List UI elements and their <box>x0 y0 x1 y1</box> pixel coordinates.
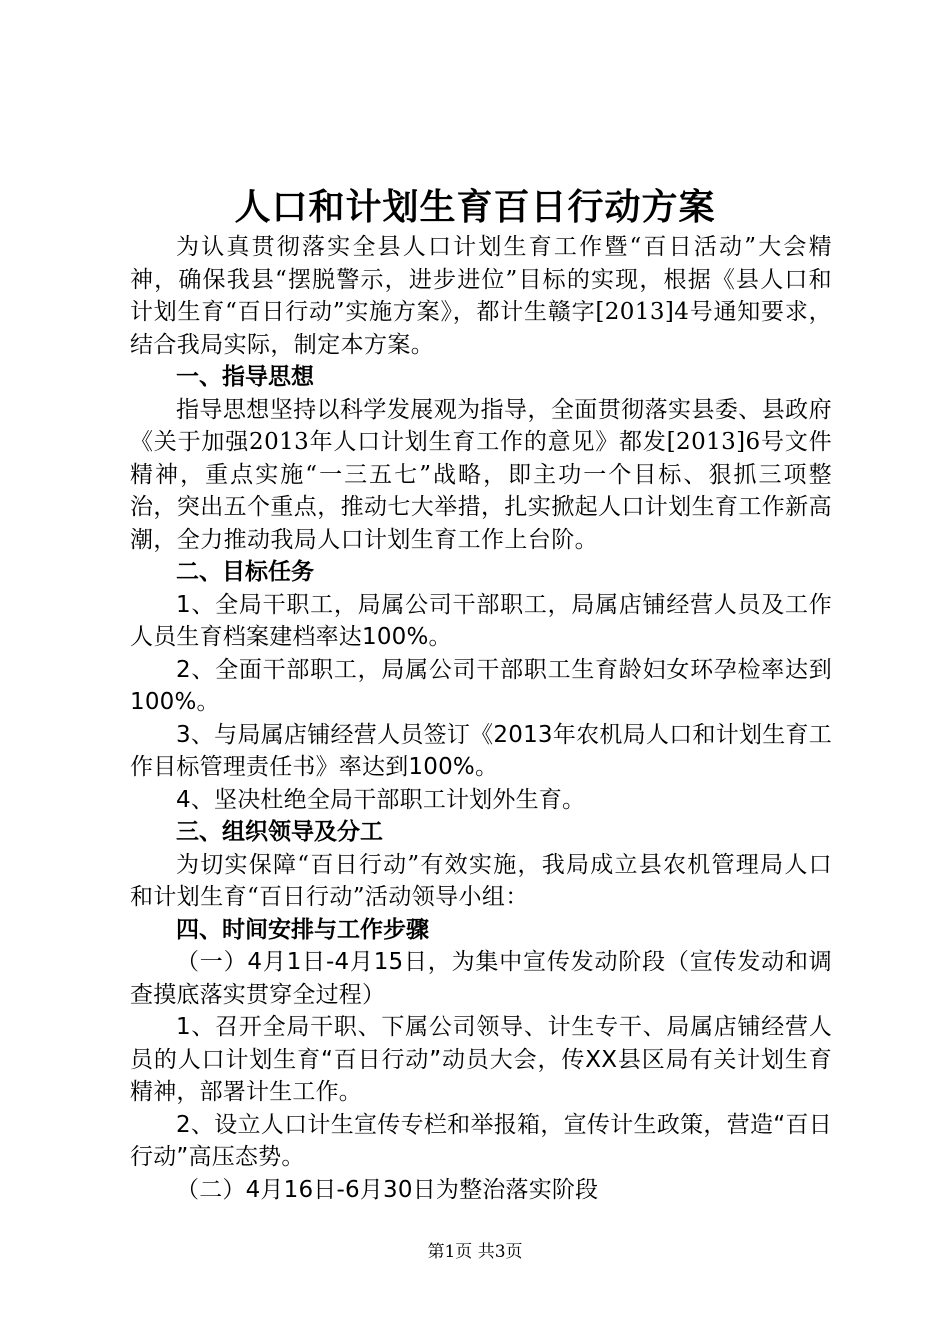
document-title: 人口和计划生育百日行动方案 <box>234 187 716 228</box>
page-footer: 第1页 共3页 <box>427 1242 523 1262</box>
paragraph-stage-1: （一）4月1日-4月15日，为集中宣传发动阶段（宣传发动和调查摸底落实贯穿全过程） <box>130 949 832 1008</box>
paragraph-stage-2: （二）4月16日-6月30日为整治落实阶段 <box>176 1176 599 1203</box>
section-heading-organization: 三、组织领导及分工 <box>176 819 383 845</box>
paragraph-target-1: 1、全局干职工，局属公司干部职工，局属店铺经营人员及工作人员生育档案建档率达100%。 <box>130 591 832 650</box>
section-heading-guiding-ideology: 一、指导思想 <box>176 364 314 390</box>
paragraph-guiding-ideology: 指导思想坚持以科学发展观为指导，全面贯彻落实县委、县政府《关于加强2013年人口计划生育工作的意见》都发[2013]6号文件精神，重点实施“一三五七”战略，即主功一个目标、狠抓三项整治，突出五个重点，推动七大举措，扎实掀起人口计划生育工作新高潮，全力推动我局人口计划生育工作上台阶。 <box>130 396 832 553</box>
paragraph-target-4: 4、坚决杜绝全局干部职工计划外生育。 <box>176 786 586 813</box>
paragraph-target-3: 3、与局属店铺经营人员签订《2013年农机局人口和计划生育工作目标管理责任书》率达到100%。 <box>130 721 832 780</box>
paragraph-target-2: 2、全面干部职工，局属公司干部职工生育龄妇女环孕检率达到100%。 <box>130 656 832 715</box>
document-body <box>130 231 832 1206</box>
paragraph-intro: 为认真贯彻落实全县人口计划生育工作暨“百日活动”大会精神，确保我县“摆脱警示，进步进位”目标的实现，根据《县人口和计划生育“百日行动”实施方案》，都计生赣字[2013]4号通知要求，结合我局实际，制定本方案。 <box>130 234 832 358</box>
section-heading-schedule: 四、时间安排与工作步骤 <box>176 916 429 943</box>
paragraph-organization: 为切实保障“百日行动”有效实施，我局成立县农机管理局人口和计划生育“百日行动”活动领导小组： <box>130 851 832 910</box>
section-heading-targets: 二、目标任务 <box>176 559 314 585</box>
paragraph-stage-1-step-2: 2、设立人口计生宣传专栏和举报箱，宣传计生政策，营造“百日行动”高压态势。 <box>130 1111 832 1170</box>
paragraph-stage-1-step-1: 1、召开全局干职、下属公司领导、计生专干、局属店铺经营人员的人口计划生育“百日行动”动员大会，传XX县区局有关计划生育精神，部署计生工作。 <box>130 1014 832 1105</box>
